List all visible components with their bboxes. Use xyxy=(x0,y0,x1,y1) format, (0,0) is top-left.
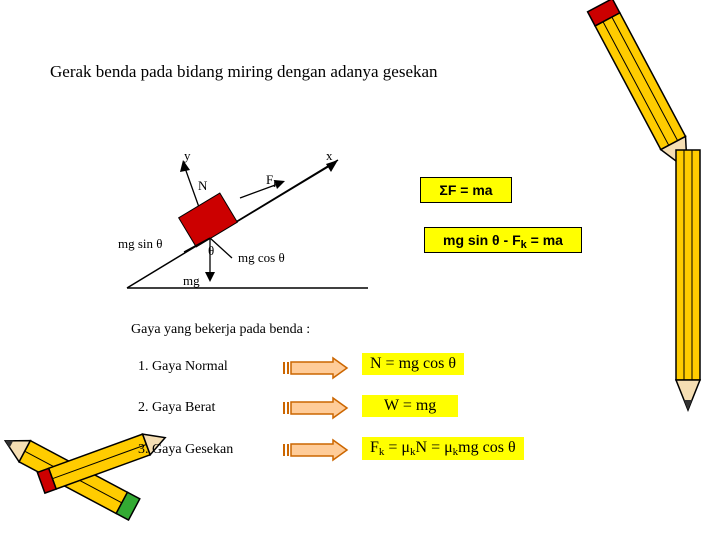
mg-cos-label: mg cos θ xyxy=(238,250,285,265)
mu-sub: k xyxy=(410,446,416,458)
theta-label: θ xyxy=(208,243,215,258)
mg-sin-label: mg sin θ xyxy=(118,236,163,251)
formula-normal: N = mg cos θ xyxy=(362,353,464,375)
friction-subscript: k xyxy=(273,178,279,190)
fk-sub: k xyxy=(378,446,385,458)
y-axis-label: y xyxy=(184,148,191,163)
motion-eq-sub: k xyxy=(520,239,527,251)
page-title: Gerak benda pada bidang miring dengan adanya gesekan xyxy=(50,62,438,81)
force-label-friction: 3. Gaya Gesekan xyxy=(138,442,234,457)
force-label-weight: 2. Gaya Berat xyxy=(138,400,216,415)
mg-label: mg xyxy=(183,273,200,288)
normal-label: N xyxy=(198,178,208,193)
pencil-icon xyxy=(676,150,700,410)
arrow-icon xyxy=(283,358,347,378)
mu-symbol-2: N = μ xyxy=(415,439,453,456)
motion-eq-box xyxy=(424,227,582,253)
formula-tail: mg cos θ xyxy=(458,439,516,456)
formula-friction xyxy=(362,437,524,460)
mg-arrowhead xyxy=(205,272,215,282)
formula-weight: W = mg xyxy=(362,395,458,417)
friction-symbol: F xyxy=(266,172,274,187)
force-label-normal: 1. Gaya Normal xyxy=(138,359,228,374)
x-axis-label: x xyxy=(326,148,333,163)
mu-sub-2: k xyxy=(452,446,459,458)
arrow-icon xyxy=(283,440,347,460)
friction-label xyxy=(266,172,279,190)
sum-force-box: ΣF = ma xyxy=(420,177,512,203)
arrow-icon xyxy=(283,398,347,418)
fk-symbol: F xyxy=(370,439,379,456)
motion-eq-tail: = ma xyxy=(526,232,563,248)
mu-symbol: = μ xyxy=(384,439,411,456)
motion-eq-main: mg sin θ - F xyxy=(443,232,521,248)
forces-heading: Gaya yang bekerja pada benda : xyxy=(131,322,311,337)
